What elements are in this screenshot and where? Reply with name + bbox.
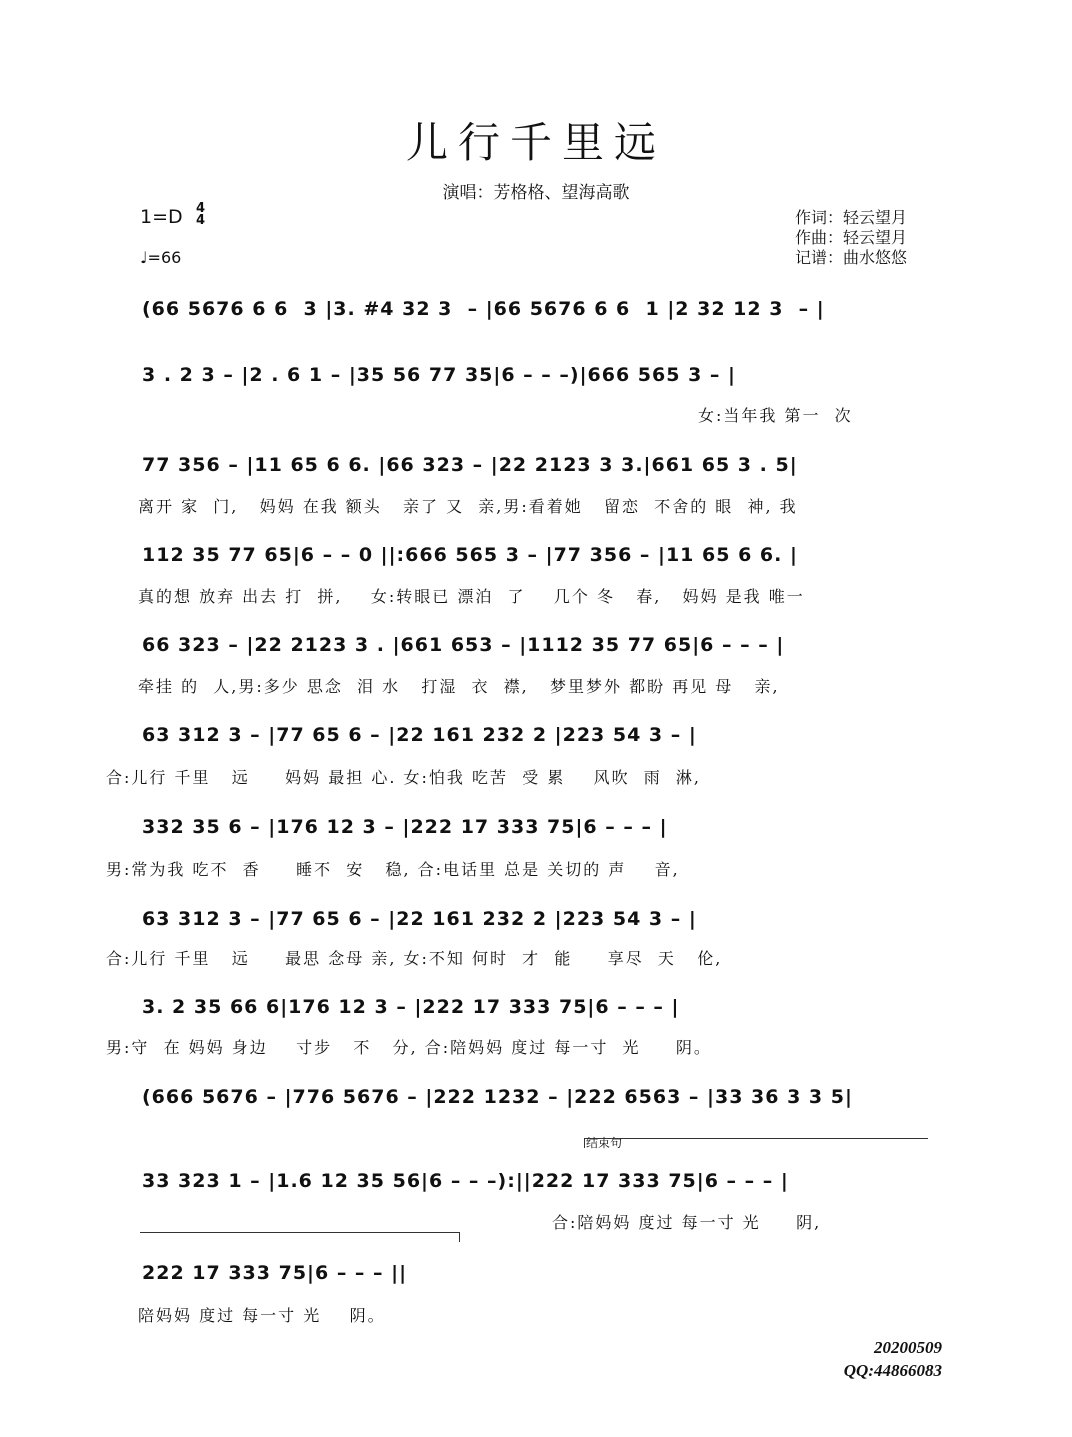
score-line-12: 222 17 333 75|6 – – – || bbox=[142, 1262, 408, 1284]
composer-credit: 作曲：轻云望月 bbox=[795, 228, 908, 247]
footer-qq: QQ:44866083 bbox=[843, 1361, 942, 1380]
score-line-9: 3. 2 35 66 6|176 12 3 – |222 17 333 75|6 – – – | bbox=[142, 996, 680, 1018]
lyric-line-2: 女:当年我 第一 次 bbox=[698, 406, 853, 425]
singer-credit: 演唱：芳格格、望海高歌 bbox=[442, 183, 630, 203]
ending-bracket-tick bbox=[584, 1138, 585, 1148]
score-line-11: 33 323 1 – |1.6 12 35 56|6 – – –):||222 17 333 75|6 – – – | bbox=[142, 1170, 789, 1192]
tempo-marking: ♩=66 bbox=[140, 248, 182, 267]
score-line-1: (66 5676 6 6 3 |3. #4 32 3 – |66 5676 6 6 1 |2 32 12 3 – | bbox=[142, 298, 825, 320]
ending-label: 结束句 bbox=[586, 1136, 623, 1150]
lyric-line-7: 男:常为我 吃不 香 睡不 安 稳, 合:电话里 总是 关切的 声 音, bbox=[106, 860, 680, 879]
lyric-line-9: 男:守 在 妈妈 身边 寸步 不 分, 合:陪妈妈 度过 每一寸 光 阴。 bbox=[106, 1038, 712, 1057]
lyric-line-6: 合:儿行 千里 远 妈妈 最担 心. 女:怕我 吃苦 受 累 风吹 雨 淋, bbox=[106, 768, 702, 787]
transcriber-credit: 记谱：曲水悠悠 bbox=[795, 248, 908, 267]
lyricist-credit: 作词：轻云望月 bbox=[795, 208, 908, 227]
score-line-3: 77 356 – |11 65 6 6. |66 323 – |22 2123 3 3.|661 65 3 . 5| bbox=[142, 454, 798, 476]
score-line-7: 332 35 6 – |176 12 3 – |222 17 333 75|6 – – – | bbox=[142, 816, 668, 838]
score-line-2: 3 . 2 3 – |2 . 6 1 – |35 56 77 35|6 – – –)|666 565 3 – | bbox=[142, 364, 736, 386]
final-bracket-tick bbox=[459, 1232, 460, 1242]
lyric-line-3: 离开 家 门, 妈妈 在我 额头 亲了 又 亲,男:看着她 留恋 不舍的 眼 神, 我 bbox=[138, 497, 798, 516]
key-signature: 1=D bbox=[140, 206, 183, 228]
time-signature-top: 4 bbox=[196, 201, 206, 216]
ending-bracket-line bbox=[584, 1138, 928, 1139]
score-line-5: 66 323 – |22 2123 3 . |661 653 – |1112 35 77 65|6 – – – | bbox=[142, 634, 785, 656]
score-line-4: 112 35 77 65|6 – – 0 ||:666 565 3 – |77 356 – |11 65 6 6. | bbox=[142, 544, 798, 566]
lyric-line-11: 合:陪妈妈 度过 每一寸 光 阴, bbox=[552, 1213, 822, 1232]
score-line-10: (666 5676 – |776 5676 – |222 1232 – |222 6563 – |33 36 3 3 5| bbox=[142, 1086, 853, 1108]
lyric-line-5: 牵挂 的 人,男:多少 思念 泪 水 打湿 衣 襟, 梦里梦外 都盼 再见 母 亲, bbox=[138, 677, 780, 696]
final-bracket-line bbox=[140, 1232, 460, 1233]
footer-date: 20200509 bbox=[874, 1338, 942, 1357]
time-signature bbox=[196, 203, 205, 227]
lyric-line-4: 真的想 放弃 出去 打 拼, 女:转眼已 漂泊 了 几个 冬 春, 妈妈 是我 唯一 bbox=[138, 587, 805, 606]
score-line-6: 63 312 3 – |77 65 6 – |22 161 232 2 |223 54 3 – | bbox=[142, 724, 697, 746]
credits-block bbox=[795, 208, 907, 268]
lyric-line-12: 陪妈妈 度过 每一寸 光 阴。 bbox=[138, 1306, 386, 1325]
score-line-8: 63 312 3 – |77 65 6 – |22 161 232 2 |223 54 3 – | bbox=[142, 908, 697, 930]
lyric-line-8: 合:儿行 千里 远 最思 念母 亲, 女:不知 何时 才 能 享尽 天 伦, bbox=[106, 949, 723, 968]
page-title: 儿行千里远 bbox=[405, 118, 666, 167]
time-signature-bottom: 4 bbox=[196, 213, 206, 228]
